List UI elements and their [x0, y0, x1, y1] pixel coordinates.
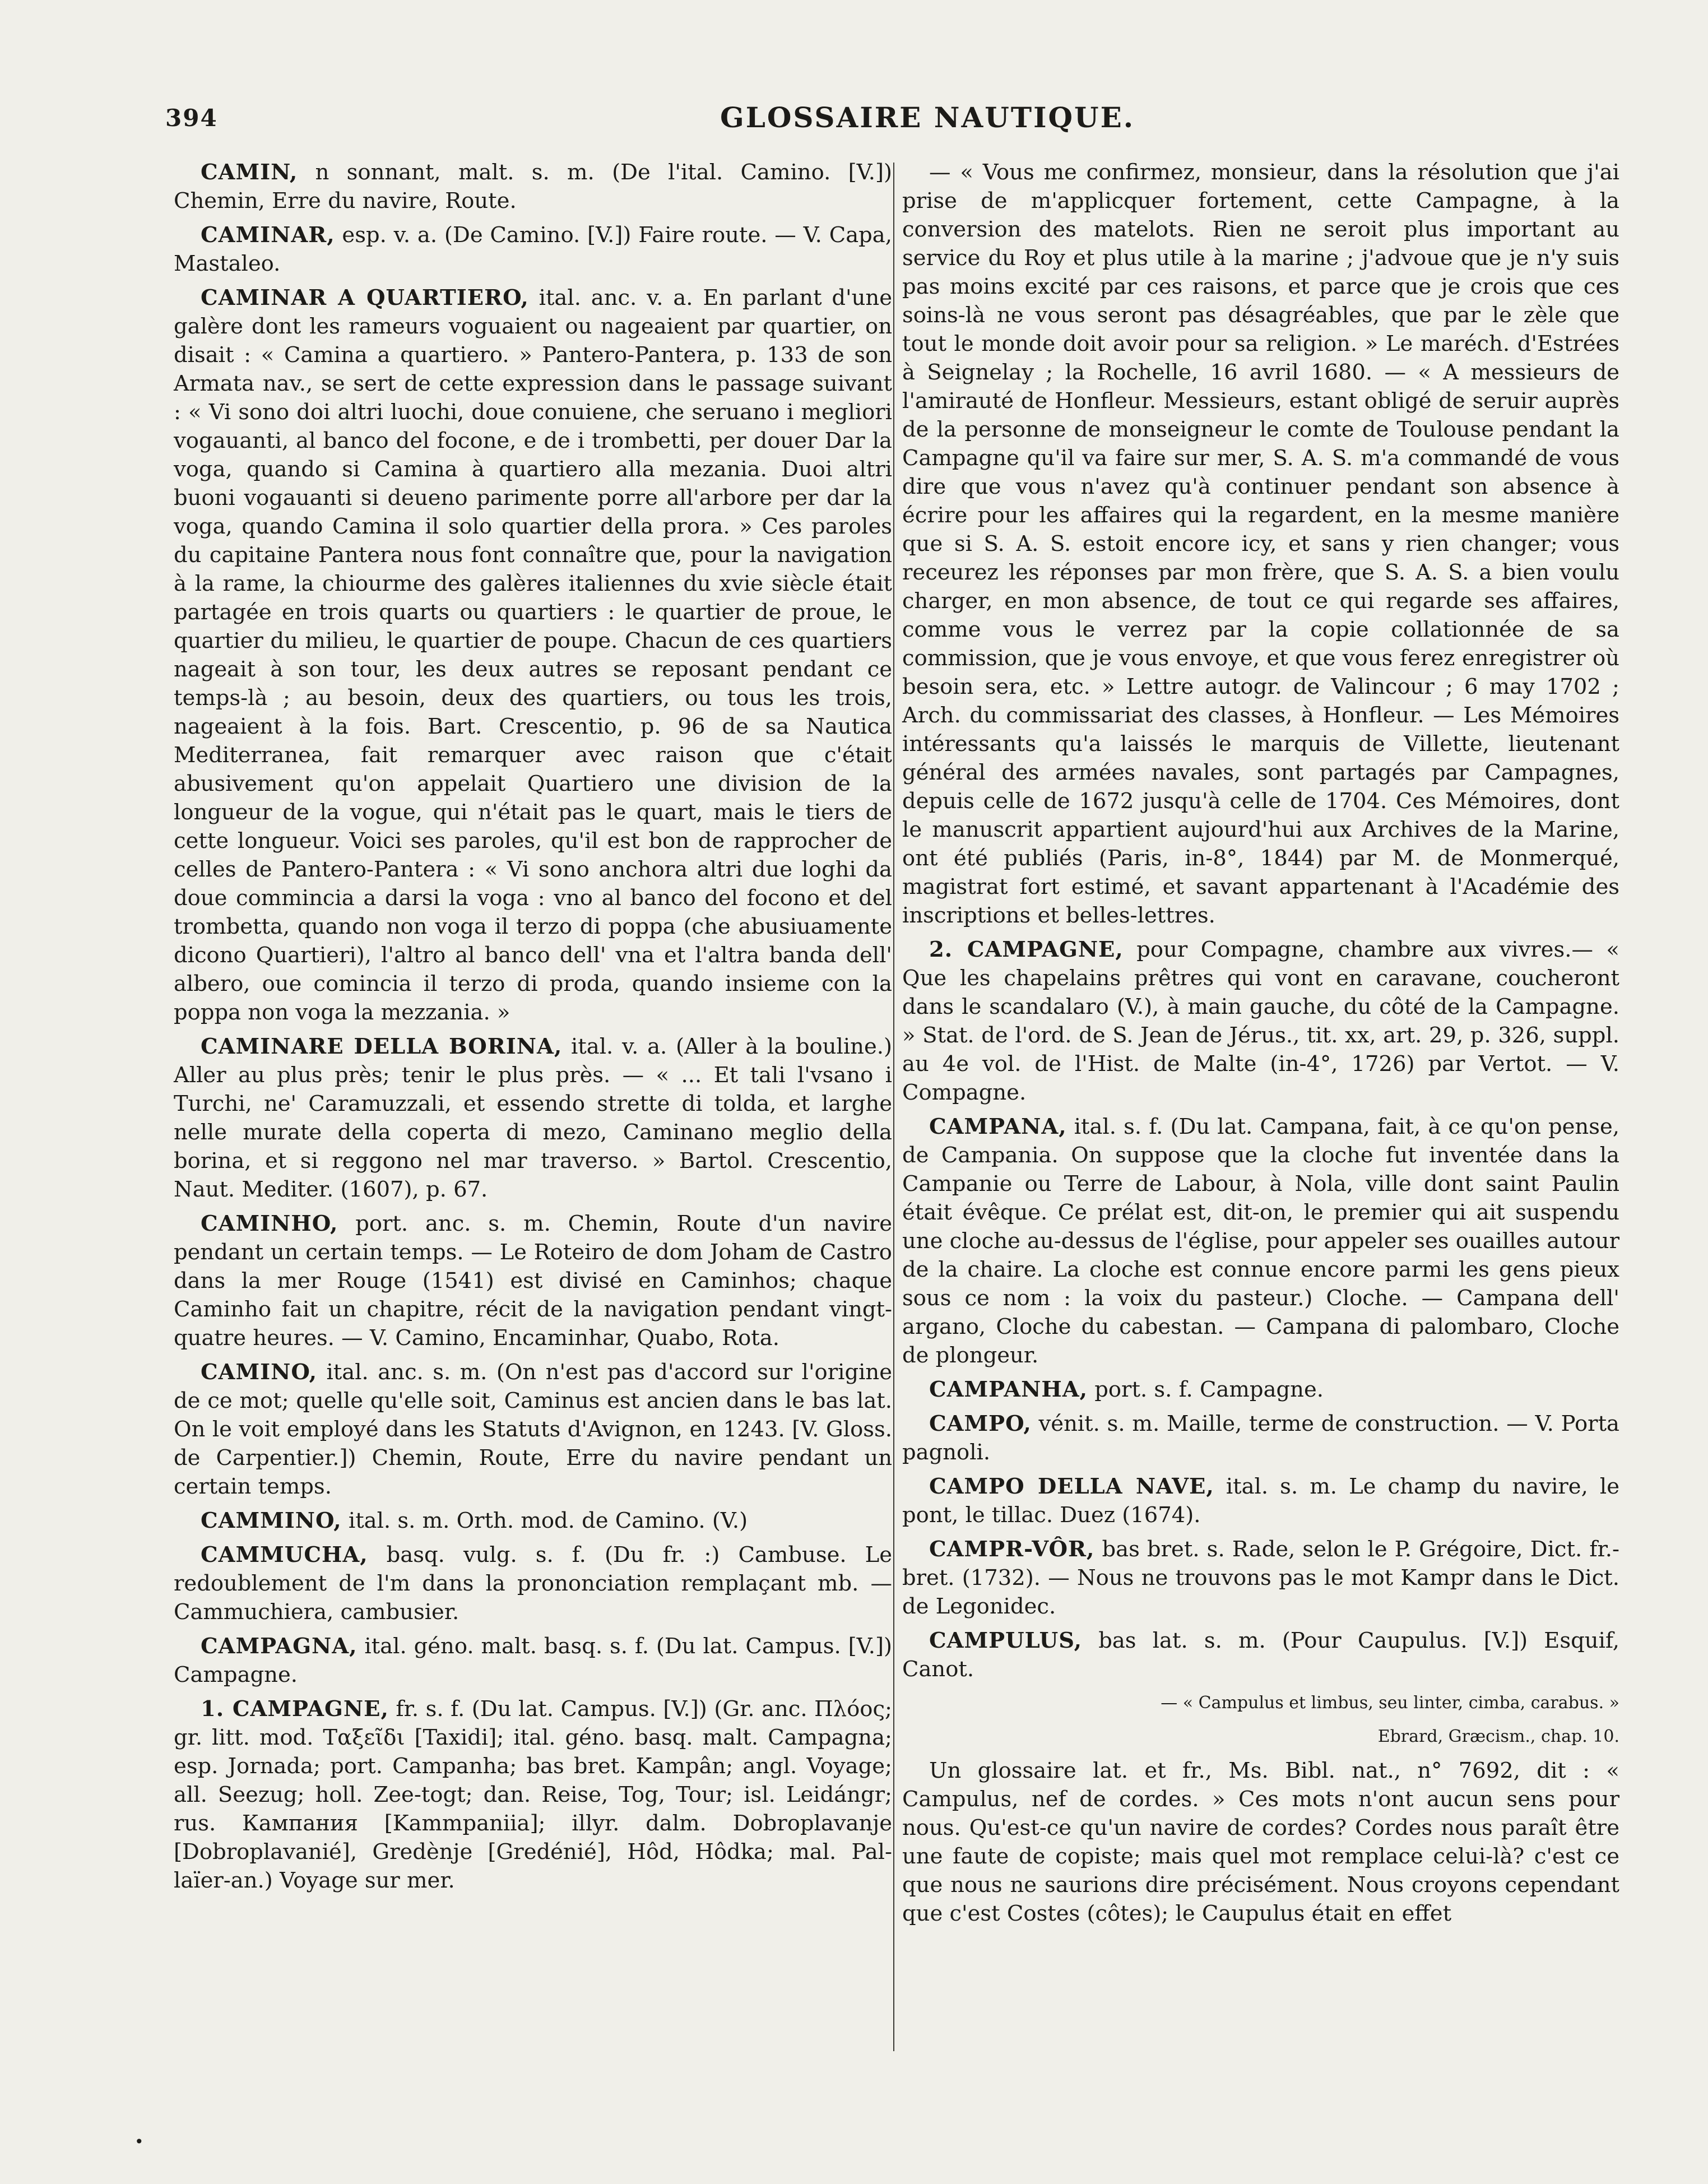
- entry-text: port. s. f. Campagne.: [1088, 1377, 1324, 1402]
- entry-text: ital. s. m. Orth. mod. de Camino. (V.): [341, 1508, 748, 1533]
- entry-text: fr. s. f. (Du lat. Campus. [V.]) (Gr. anc. Πλόος; gr. litt. mod. Ταξεῖδι [Taxidi]; ital. géno. basq. malt. Campagna; esp. Jornada; port. Campanha; bas bret. Kampân; angl. Voyage; all. Seezug; holl. Zee-togt; dan. Reise, Tog, Tour; isl. Leidángr; rus. Кампания [Kammpaniia]; illyr. dalm. Dobroplavanje [Dobroplavanié], Gredènje [Gredénié], Hôd, Hôdka; mal. Pal-laïer-an.) Voyage sur mer.: [174, 1696, 892, 1893]
- right-entries: [902, 158, 1619, 1684]
- entry-text: ital. géno. malt. basq. s. f. (Du lat. Campus. [V.]) Campagne.: [174, 1634, 892, 1687]
- right-column: [902, 158, 1619, 1933]
- left-entry: [174, 1541, 892, 1626]
- right-entry: [902, 1626, 1619, 1684]
- headword: CAMPULUS,: [929, 1628, 1083, 1653]
- headword: CAMPAGNA,: [201, 1634, 358, 1659]
- headword: CAMPO DELLA NAVE,: [929, 1474, 1214, 1499]
- headword: CAMINO,: [201, 1360, 318, 1385]
- left-entry: [174, 1506, 892, 1535]
- closing-paragraph: Un glossaire lat. et fr., Ms. Bibl. nat., n° 7692, dit : « Campulus, nef de cordes. » Ces mots n'ont aucun sens pour nous. Qu'est-ce qu'un navire de cordes? Cordes nous paraît être une faute de copiste; mais quel mot remplace celui-là? c'est ce que nous ne saurions dire précisément. Nous croyons cependant que c'est Costes (côtes); le Caupulus était en effet: [902, 1758, 1619, 1926]
- headword: CAMINHO,: [201, 1211, 338, 1236]
- left-entry: [174, 284, 892, 1027]
- right-entry: [902, 1472, 1619, 1529]
- entry-text: n sonnant, malt. s. m. (De l'ital. Camino. [V.]) Chemin, Erre du navire, Route.: [174, 160, 892, 214]
- right-entry: [902, 1112, 1619, 1370]
- left-entry: [174, 158, 892, 215]
- entry-text: ital. anc. v. a. En parlant d'une galère dont les rameurs voguaient ou nageaient par quartier, on disait : « Camina a quartiero. » Pantero-Pantera, p. 133 de son Armata nav., se sert de cette expression dans le passage suivant : « Vi sono doi altri luochi, doue conuiene, che seruano i megliori vogauanti, al banco del focone, e de i trombetti, per douer Dar la voga, quando si Camina à quartiero alla mezania. Duoi altri buoni vogauanti si deueno parimente porre all'arbore per dar la voga, quando Camina il solo quartier della prora. » Ces paroles du capitaine Pantera nous font connaître que, pour la navigation à la rame, la chiourme des galères italiennes du xvie siècle était partagée en trois quarts ou quartiers : le quartier de proue, le quartier du milieu, le quartier de poupe. Chacun de ces quartiers nageait à son tour, les deux autres se reposant pendant ce temps-là ; au besoin, deux des quartiers, ou tous les trois, nageaient à la fois. Bart. Crescentio, p. 96 de sa Nautica Mediterranea, fait remarquer avec raison que c'était abusivement qu'on appelait Quartiero une division de la longueur de la vogue, qui n'était pas le quart, mais le tiers de cette longueur. Voici ses paroles, qu'il est bon de rapprocher de celles de Pantero-Pantera : « Vi sono anchora altri due loghi da doue commincia a darsi la voga : vno al banco del focono et del trombetta, quando non voga il terzo di poppa (che abusiuamente dicono Quartieri), l'altro al banco dell' vna et l'altra banda dell' albero, oue comincia il terzo di proda, quando insieme con la poppa non voga la mezzania. »: [174, 285, 892, 1025]
- left-column: [174, 158, 892, 1900]
- headword: CAMINAR,: [201, 222, 335, 248]
- headword: CAMPANA,: [929, 1114, 1067, 1139]
- right-entry: [902, 1409, 1619, 1467]
- entry-text: ital. v. a. (Aller à la bouline.) Aller au plus près; tenir le plus près. — « ... Et tali l'vsano i Turchi, ne' Caramuzzali, et essendo strette di tolda, et larghe nelle murate della coperta di mezo, Caminano meglio della borina, et si reggono nel mar traverso. » Bartol. Crescentio, Naut. Mediter. (1607), p. 67.: [174, 1034, 892, 1202]
- citation-source: Ebrard, Græcism., chap. 10.: [1377, 1727, 1619, 1746]
- left-entry: [174, 1358, 892, 1501]
- citation-quote: — « Campulus et limbus, seu linter, cimba, carabus. »: [1161, 1693, 1619, 1713]
- right-entry: [902, 935, 1619, 1107]
- entry-text: esp. v. a. (De Camino. [V.]) Faire route. — V. Capa, Mastaleo.: [174, 222, 892, 276]
- headword: CAMPO,: [929, 1411, 1032, 1436]
- page-number: 394: [165, 104, 218, 132]
- right-entry: [902, 1535, 1619, 1621]
- left-entry: [174, 1209, 892, 1352]
- entry-text: bas lat. s. m. (Pour Caupulus. [V.]) Esquif, Canot.: [902, 1628, 1619, 1682]
- headword: CAMINAR A QUARTIERO,: [201, 285, 529, 310]
- margin-mark: •: [134, 2132, 144, 2151]
- headword: CAMPR-VÔR,: [929, 1537, 1095, 1562]
- headword: CAMINARE DELLA BORINA,: [201, 1034, 563, 1059]
- entry-text: — « Vous me confirmez, monsieur, dans la résolution que j'ai prise de m'applicquer fortement, cette Campagne, à la conversion des matelots. Rien ne seroit plus important au service du Roy et plus utile à la marine ; j'advoue que je n'y suis pas moins excité par ces raisons, et parce que je crois que ces soins-là ne vous seront pas désagréables, que par le zèle que tout le monde doit avoir pour sa religion. » Le maréch. d'Estrées à Seignelay ; la Rochelle, 16 avril 1680. — « A messieurs de l'amirauté de Honfleur. Messieurs, estant obligé de seruir auprès de la personne de monseigneur le comte de Toulouse pendant la Campagne qu'il va faire sur mer, S. A. S. m'a commandé de vous dire que vous n'avez qu'à continuer pendant son absence à écrire pour les affaires qui la regardent, en la mesme manière que si S. A. S. estoit encore icy, et sans y rien changer; vous receurez les réponses par mon frère, que S. A. S. a bien voulu charger, en mon absence, de tout ce qui regarde ses affaires, comme vous le verrez par la copie collationnée de sa commission, que je vous envoye, et que vous ferez enregistrer où besoin sera, etc. » Lettre autogr. de Valincour ; 6 may 1702 ; Arch. du commissariat des classes, à Honfleur. — Les Mémoires intéressants qu'a laissés le marquis de Villette, lieutenant général des armées navales, sont partagés par Campagnes, depuis celle de 1672 jusqu'à celle de 1704. Ces Mémoires, dont le manuscrit appartient aujourd'hui aux Archives de la Marine, ont été publiés (Paris, in-8°, 1844) par M. de Monmerqué, magistrat fort estimé, et savant appartenant à l'Académie des inscriptions et belles-lettres.: [902, 160, 1619, 928]
- right-entry: [902, 158, 1619, 930]
- right-entry: [902, 1375, 1619, 1404]
- left-entry: [174, 1632, 892, 1689]
- headword: 1. CAMPAGNE,: [201, 1696, 389, 1722]
- headword: CAMMUCHA,: [201, 1542, 368, 1568]
- headword: CAMMINO,: [201, 1508, 342, 1533]
- entry-text: pour Compagne, chambre aux vivres.— « Que les chapelains prêtres qui vont en caravane, coucheront dans le scandalaro (V.), à main gauche, du côté de la Campagne. » Stat. de l'ord. de S. Jean de Jérus., tit. xx, art. 29, p. 326, suppl. au 4e vol. de l'Hist. de Malte (in-4°, 1726) par Vertot. — V. Compagne.: [902, 937, 1619, 1105]
- entry-text: bas bret. s. Rade, selon le P. Grégoire, Dict. fr.-bret. (1732). — Nous ne trouvons pas le mot Kampr dans le Dict. de Legonidec.: [902, 1537, 1619, 1619]
- column-divider: [893, 163, 894, 2051]
- left-entry: [174, 1695, 892, 1895]
- entry-text: ital. s. f. (Du lat. Campana, fait, à ce qu'on pense, de Campania. On suppose que la cloche fut inventée dans la Campanie ou Terre de Labour, à Nola, ville dont saint Paulin était évêque. Ce prélat est, dit-on, le premier qui ait suspendu une cloche au-dessus de l'église, pour appeler ses ouailles autour de la chaire. La cloche est connue encore parmi les gens pieux sous ce nom : la voix du pasteur.) Cloche. — Campana dell' argano, Cloche du cabestan. — Campana di palombaro, Cloche de plongeur.: [902, 1114, 1619, 1368]
- entry-text: basq. vulg. s. f. (Du fr. :) Cambuse. Le redoublement de l'm dans la prononciation remplaçant mb. — Cammuchiera, cambusier.: [174, 1542, 892, 1625]
- running-title: GLOSSAIRE NAUTIQUE.: [720, 101, 1135, 134]
- headword: 2. CAMPAGNE,: [929, 937, 1124, 962]
- entry-text: port. anc. s. m. Chemin, Route d'un navire pendant un certain temps. — Le Roteiro de dom Joham de Castro dans la mer Rouge (1541) est divisé en Caminhos; chaque Caminho fait un chapitre, récit de la navigation pendant vingt-quatre heures. — V. Camino, Encaminhar, Quabo, Rota.: [174, 1211, 892, 1351]
- headword: CAMPANHA,: [929, 1377, 1088, 1402]
- entry-text: ital. anc. s. m. (On n'est pas d'accord sur l'origine de ce mot; quelle qu'elle soit, Caminus est ancien dans le bas lat. On le voit employé dans les Statuts d'Avignon, en 1243. [V. Gloss. de Carpentier.]) Chemin, Route, Erre du navire pendant un certain temps.: [174, 1360, 892, 1499]
- entry-text: ital. s. m. Le champ du navire, le pont, le tillac. Duez (1674).: [902, 1474, 1619, 1528]
- entry-text: vénit. s. m. Maille, terme de construction. — V. Porta pagnoli.: [902, 1411, 1619, 1465]
- headword: CAMIN,: [201, 160, 298, 185]
- left-entry: [174, 221, 892, 278]
- left-entry: [174, 1032, 892, 1204]
